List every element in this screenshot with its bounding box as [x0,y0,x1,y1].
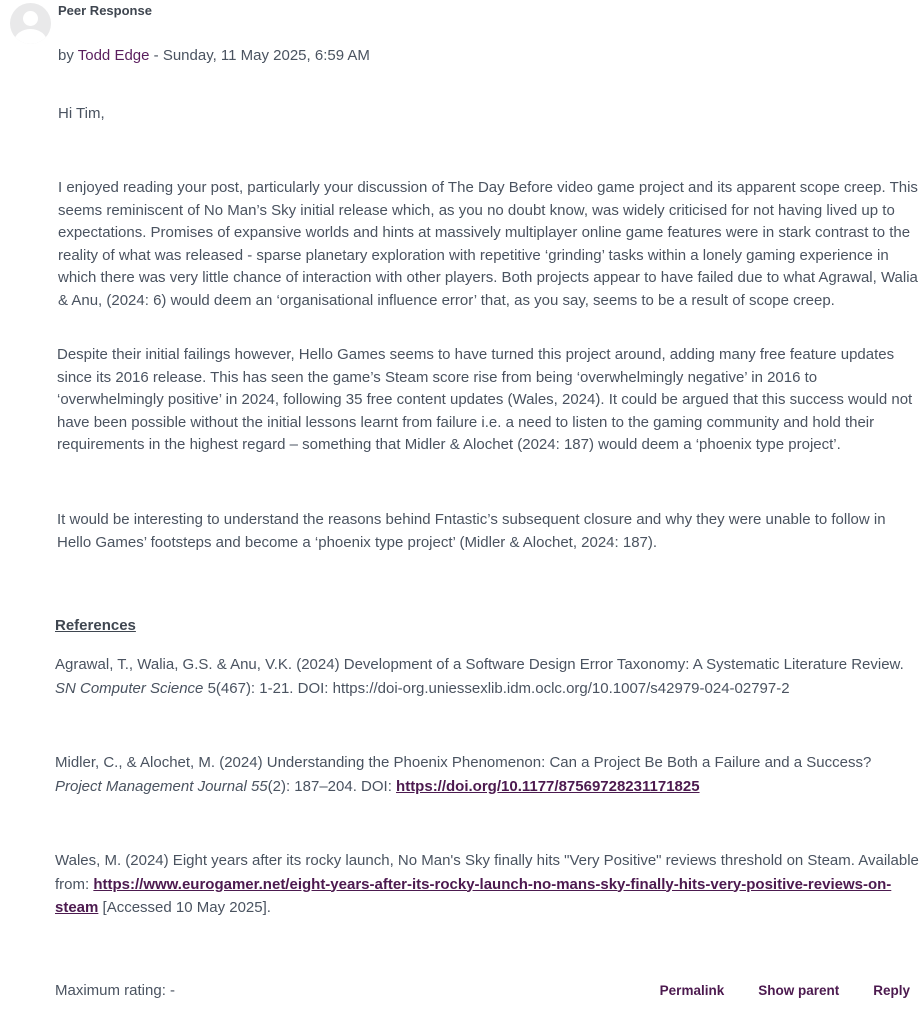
avatar [10,3,51,44]
reference-3 [55,849,921,920]
post-date: - Sunday, 11 May 2025, 6:59 AM [149,47,370,64]
post-actions [660,983,910,998]
post-paragraph-1: I enjoyed reading your post, particularly your discussion of The Day Before video game project and its apparent scope creep. This seems reminiscent of No Man’s Sky initial release which, as you no doubt know, was widely criticised for not having lived up to expectations. Promises of expansive worlds and hints at massively multiplayer online game features were in stark contrast to the reality of what was released - sparse planetary exploration with repetitive ‘grinding’ tasks within a lonely gaming experience in which there was very little chance of interaction with other players. Both projects appear to have failed due to what Agrawal, Walia & Anu, (2024: 6) would deem an ‘organisational influence error’ that, as you say, seems to be a result of scope creep. [58,179,918,309]
show-parent-link[interactable]: Show parent [758,983,840,998]
reference-2 [55,751,920,798]
reference-1-text: Agrawal, T., Walia, G.S. & Anu, V.K. (2024) Development of a Software Design Error Taxonomy: A Systematic Literature Review. [55,656,904,673]
reference-3-text: Wales, M. (2024) Eight years after its rocky launch, No Man's Sky finally hits "Very Positive" reviews threshold on Steam. Available from: [55,852,919,893]
reference-2-doi-link[interactable]: https://doi.org/10.1177/87569728231171825 [396,777,700,795]
avatar-shoulders [14,29,47,44]
post-paragraph-2: Despite their initial failings however, Hello Games seems to have turned this project around, adding many free feature updates since its 2016 release. This has seen the game’s Steam score rise from being ‘overwhelmingly negative’ in 2016 to ‘overwhelmingly positive’ in 2024, following 35 free content updates (Wales, 2024). It could be argued that this success would not have been possible without the initial lessons learnt from failure i.e. a need to listen to the gaming community and hold their requirements in the highest regard – something that Midler & Alochet (2024: 187) would deem a ‘phoenix type project’. [57,346,913,454]
post-byline [58,47,370,64]
references-heading: References [55,617,136,634]
reference-3-url-link[interactable]: https://www.eurogamer.net/eight-years-after-its-rocky-launch-no-mans-sky-finally-hits-very-positive-reviews-on-steam [55,875,892,916]
reference-2-rest: (2): 187–204. DOI: [267,777,397,795]
reference-2-journal: Project Management Journal 55 [55,777,268,795]
avatar-head [23,11,38,26]
author-link[interactable]: Todd Edge [77,47,150,64]
post-subject: Peer Response [58,3,152,18]
maximum-rating: Maximum rating: - [55,982,176,999]
reference-2-text: Midler, C., & Alochet, M. (2024) Understanding the Phoenix Phenomenon: Can a Project Be Both a Failure and a Success? [55,754,872,771]
reference-1-rest: 5(467): 1-21. DOI: https://doi-org.uniessexlib.idm.oclc.org/10.1007/s42979-024-02797-2 [203,679,790,697]
reference-1 [55,653,920,700]
reply-link[interactable]: Reply [873,983,910,998]
by-prefix: by [58,47,74,64]
reference-3-accessed: [Accessed 10 May 2025]. [98,899,271,916]
post-paragraph-3: It would be interesting to understand the reasons behind Fntastic’s subsequent closure and why they were unable to follow in Hello Games’ footsteps and become a ‘phoenix type project’ (Midler & Alochet, 2024: 187). [57,511,886,551]
reference-1-journal: SN Computer Science [55,679,204,697]
greeting: Hi Tim, [58,105,105,122]
permalink-link[interactable]: Permalink [659,983,725,998]
